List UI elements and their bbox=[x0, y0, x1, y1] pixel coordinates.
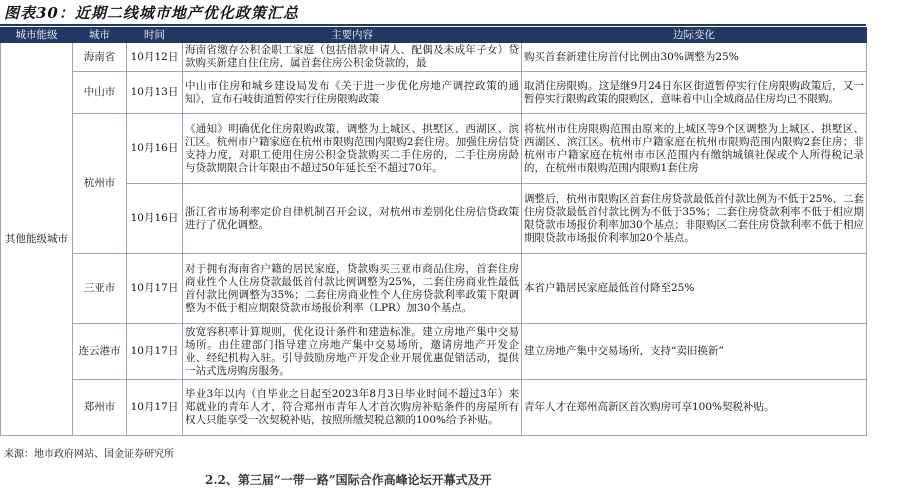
table-row bbox=[1, 254, 867, 324]
date-cell: 10月16日 bbox=[127, 114, 183, 184]
date-cell: 10月12日 bbox=[127, 43, 183, 72]
table-row bbox=[1, 43, 867, 72]
next-section-heading: 2.2、第三届“一带一路”国际合作高峰论坛开幕式及开 bbox=[205, 473, 492, 487]
content-cell: 浙江省市场利率定价自律机制召开会议，对杭州市差别化住房信贷政策进行了优化调整。 bbox=[183, 184, 522, 254]
city-cell: 杭州市 bbox=[73, 114, 127, 254]
content-cell: 放宽容积率计算规则，优化设计条件和建造标准。建立房地产集中交易场所。由住建部门指导建立房地产集中交易场所，邀请房地产开发企业、经纪机构入驻。引导鼓励房地产开发企业开展优惠促销活动，提供一站式选房购房服务。 bbox=[183, 324, 522, 380]
header-content: 主要内容 bbox=[183, 28, 522, 43]
change-cell: 将杭州市住房限购范围由原来的上城区等9个区调整为上城区、拱墅区、西湖区、滨江区。杭州市户籍家庭在杭州市限购范围内限购2套住房；非杭州市户籍家庭在杭州市市区范围内有缴纳城镇社保或个人所得税记录的，在杭州市限购范围内限购1套住房 bbox=[522, 114, 867, 184]
content-cell: 毕业3年以内（自毕业之日起至2023年8月3日毕业时间不超过3年）来郑就业的青年人才，符合郑州市青年人才首次购房补贴条件的房屋所有权人只能享受一次契税补贴，按照所缴契税总额的100%给予补贴。 bbox=[183, 380, 522, 436]
date-cell: 10月17日 bbox=[127, 380, 183, 436]
source-note: 来源：地市政府网站、国金证券研究所 bbox=[4, 449, 174, 460]
city-cell: 连云港市 bbox=[73, 324, 127, 380]
title-rule bbox=[0, 24, 866, 26]
header-date: 时间 bbox=[127, 28, 183, 43]
policy-table bbox=[0, 27, 867, 436]
content-cell: 对于拥有海南省户籍的居民家庭，贷款购买三亚市商品住房，首套住房商业性个人住房贷款最低首付款比例调整为25%，二套住房商业性最低首付款比例调整为35%；二套住房商业性个人住房贷款利率政策下限调整为不低于相应期限贷款市场报价利率（LPR）加30个基点。 bbox=[183, 254, 522, 324]
change-cell: 购买首套新建住房首付比例由30%调整为25% bbox=[522, 43, 867, 72]
content-cell: 中山市住房和城乡建设局发布《关于进一步优化房地产调控政策的通知》，宣布石岐街道暂停实行住房限购政策 bbox=[183, 72, 522, 114]
table-row bbox=[1, 324, 867, 380]
figure-title: 图表30：近期二线城市地产优化政策汇总 bbox=[4, 4, 299, 22]
city-cell: 三亚市 bbox=[73, 254, 127, 324]
table-row bbox=[1, 114, 867, 184]
change-cell: 调整后，杭州市限购区首套住房贷款最低首付款比例为不低于25%、二套住房贷款最低首付款比例为不低于35%；二套住房贷款利率不低于相应期限贷款市场报价利率加30个基点；非限购区二套住房贷款利率不低于相应期限贷款市场报价利率加20个基点。 bbox=[522, 184, 867, 254]
table-row bbox=[1, 184, 867, 254]
change-cell: 建立房地产集中交易场所，支持“卖旧换新” bbox=[522, 324, 867, 380]
change-cell: 本省户籍居民家庭最低首付降至25% bbox=[522, 254, 867, 324]
city-cell: 中山市 bbox=[73, 72, 127, 114]
city-cell: 郑州市 bbox=[73, 380, 127, 436]
table-header-row bbox=[1, 28, 867, 43]
header-change: 边际变化 bbox=[522, 28, 867, 43]
table-row bbox=[1, 380, 867, 436]
header-tier: 城市能级 bbox=[1, 28, 73, 43]
content-cell: 《通知》明确优化住房限购政策，调整为上城区、拱墅区、西湖区、滨江区。杭州市户籍家庭在杭州市限购范围内限购2套住房。加强住房信贷支持力度，对职工使用住房公积金贷款购买二手住房的，二手住房房龄与贷款期限合计年限由不超过50年延长至不超过70年。 bbox=[183, 114, 522, 184]
date-cell: 10月13日 bbox=[127, 72, 183, 114]
tier-cell: 其他能级城市 bbox=[1, 43, 73, 436]
date-cell: 10月17日 bbox=[127, 254, 183, 324]
city-cell: 海南省 bbox=[73, 43, 127, 72]
date-cell: 10月17日 bbox=[127, 324, 183, 380]
date-cell: 10月16日 bbox=[127, 184, 183, 254]
change-cell: 青年人才在郑州高新区首次购房可享100%契税补贴。 bbox=[522, 380, 867, 436]
change-cell: 取消住房限购。这是继9月24日东区街道暂停实行住房限购政策后，又一暂停实行限购政策的限购区，意味着中山全域商品住房均已不限购。 bbox=[522, 72, 867, 114]
content-cell: 海南省缴存公积金职工家庭（包括借款申请人、配偶及未成年子女）贷款购买新建自住住房，属首套住房公积金贷款的，最 bbox=[183, 43, 522, 72]
table-row bbox=[1, 72, 867, 114]
header-city: 城市 bbox=[73, 28, 127, 43]
